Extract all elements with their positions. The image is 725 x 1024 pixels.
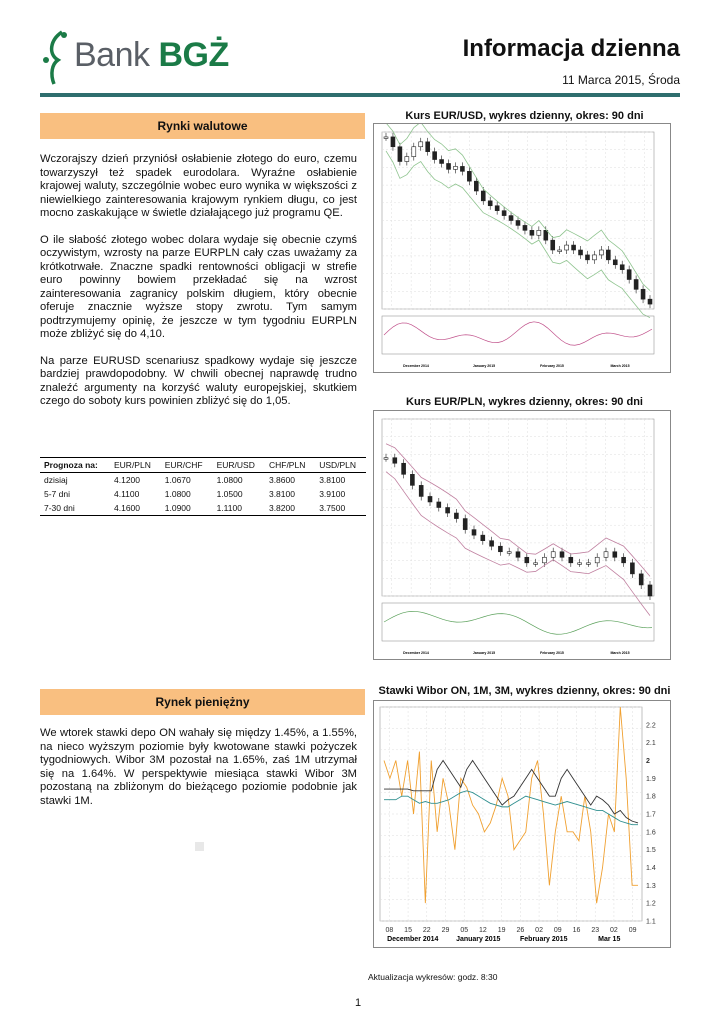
candle-body xyxy=(428,496,432,502)
x-month-label: December 2014 xyxy=(403,651,429,655)
candle-body xyxy=(433,152,437,160)
y-tick-label: 2.1 xyxy=(646,740,656,748)
candle-body xyxy=(391,137,395,147)
candle-body xyxy=(595,557,599,563)
candle-body xyxy=(534,563,538,565)
forecast-cell: 3.8100 xyxy=(319,475,346,485)
indicator-line xyxy=(384,611,652,634)
band-lower xyxy=(386,151,650,318)
y-tick-label: 1.8 xyxy=(646,793,656,801)
forecast-cell: 3.7500 xyxy=(315,501,366,516)
x-month-label: February 2015 xyxy=(540,364,564,368)
candle-body xyxy=(606,250,610,260)
candle-body xyxy=(560,552,564,558)
y-tick-label: 1.7 xyxy=(646,811,656,819)
x-tick-label: 22 xyxy=(422,927,431,934)
candle-body xyxy=(502,211,506,216)
candle-body xyxy=(592,255,596,260)
forecast-cell: 7-30 dni xyxy=(40,501,110,516)
forecast-cell: 4.1100 xyxy=(114,489,140,499)
forecast-header-row xyxy=(40,458,366,473)
band-lower xyxy=(386,472,650,616)
forecast-cell: 3.9100 xyxy=(319,489,346,499)
candle-body xyxy=(630,563,634,574)
candle-body xyxy=(405,157,409,162)
candle-body xyxy=(578,563,582,565)
y-tick-label: 1.5 xyxy=(646,847,656,855)
candle-body xyxy=(498,546,502,552)
logo-brand: BGŻ xyxy=(158,36,229,74)
candle-body xyxy=(639,574,643,585)
x-tick-label: 26 xyxy=(516,927,525,934)
candle-body xyxy=(558,250,562,252)
forecast-cell: 3.8200 xyxy=(265,501,315,516)
candle-body xyxy=(440,160,444,164)
x-tick-label: 29 xyxy=(441,927,450,934)
candle-body xyxy=(551,552,555,558)
candle-body xyxy=(402,463,406,474)
candle-body xyxy=(384,458,388,460)
x-tick-label: 08 xyxy=(385,927,394,934)
candle-body xyxy=(542,557,546,563)
page-number: 1 xyxy=(355,997,362,1009)
candle-body xyxy=(490,541,494,547)
forecast-header: EUR/PLN xyxy=(110,458,161,473)
candle-body xyxy=(648,585,652,596)
candle-body xyxy=(398,147,402,162)
candle-body xyxy=(507,552,511,554)
forecast-cell: 1.0800 xyxy=(164,489,191,499)
x-month-label: January 2015 xyxy=(456,936,501,943)
candle-body xyxy=(481,535,485,541)
forecast-cell: 1.1100 xyxy=(213,501,265,516)
candle-body xyxy=(454,513,458,519)
table-row xyxy=(40,473,366,488)
page-title: Informacja dzienna xyxy=(462,35,680,62)
candle-body xyxy=(569,557,573,563)
candle-body xyxy=(604,552,608,558)
forecast-cell: dzisiaj xyxy=(44,475,68,485)
candle-body xyxy=(585,255,589,260)
x-tick-label: 02 xyxy=(610,927,618,934)
candle-body xyxy=(472,530,476,536)
y-tick-label: 1.9 xyxy=(646,775,656,783)
candle-body xyxy=(579,250,583,255)
x-tick-label: 02 xyxy=(535,927,543,934)
candle-body xyxy=(446,508,450,514)
candle-body xyxy=(460,166,464,171)
forecast-header: CHF/PLN xyxy=(265,458,315,473)
candle-body xyxy=(586,563,590,565)
candle-body xyxy=(488,201,492,206)
chart-eurpln xyxy=(373,410,671,660)
x-tick-label: 05 xyxy=(460,927,469,934)
table-row xyxy=(40,487,366,501)
forecast-cell: 1.0670 xyxy=(164,475,191,485)
x-tick-label: 16 xyxy=(572,927,581,934)
candle-body xyxy=(384,137,388,139)
candle-body xyxy=(453,166,457,169)
x-month-label: March 2015 xyxy=(610,651,630,655)
plot-frame xyxy=(380,707,642,921)
candle-body xyxy=(419,142,423,147)
mm-text xyxy=(40,727,357,821)
candle-body xyxy=(426,142,430,152)
candle-body xyxy=(481,191,485,201)
x-tick-label: 15 xyxy=(404,927,412,934)
candle-body xyxy=(525,557,529,563)
candle-body xyxy=(648,299,652,304)
candle-body xyxy=(410,474,414,485)
x-month-label: January 2015 xyxy=(472,364,496,368)
candle-body xyxy=(393,458,397,464)
forecast-cell: 3.8100 xyxy=(268,489,295,499)
candle-body xyxy=(622,557,626,563)
forecast-header: Prognoza na: xyxy=(40,458,110,473)
x-month-label: January 2015 xyxy=(472,651,496,655)
candle-body xyxy=(419,485,423,496)
candle-body xyxy=(463,519,467,530)
candle-body xyxy=(530,230,534,235)
y-tick-label: 1.3 xyxy=(646,882,656,890)
candle-body xyxy=(599,250,603,255)
candle-body xyxy=(467,171,471,181)
candle-body xyxy=(627,270,631,280)
x-month-label: March 2015 xyxy=(610,364,630,368)
fx-paragraph-2: O ile słabość złotego wobec dolara wydaje się obecnie czymś oczywistym, wzrosty na parze EURPLN cały czas uważamy za krótkotrwałe. Znaczne spadki rentowności obligacji w strefie euro powinny bowiem przekładać się na wzrost zainteresowania zagranicy polskim długiem, który obecnie oferuje znacznie wyższe stopy zwrotu. Tym samym podtrzymujemy opinię, że jeszcze w tym tygodniu EURPLN może zbliżyć się do 4,10. xyxy=(40,233,357,340)
forecast-table xyxy=(40,457,366,516)
indicator-panel xyxy=(382,316,654,354)
mm-paragraph-1: We wtorek stawki depo ON wahały się między 1.45%, a 1.55%, na nieco wyższym poziomie były kwotowane stawki pożyczek tygodniowych. Wibor 3M pozostał na 1.65%, zaś 1M utrzymał się na 1.64%. W perspektywie miesiąca stawki Wibor 3M pozostaną na zbliżonym do bieżącego poziomie podobnie jak stawki 1M. xyxy=(40,727,357,807)
chart-eurusd-svg xyxy=(374,124,670,372)
candle-body xyxy=(634,280,638,290)
header-divider xyxy=(40,93,680,97)
fx-paragraph-1: Wczorajszy dzień przyniósł osłabienie złotego do euro, czemu towarzyszył też spadek eurodolara. Wyraźne osłabienie krajowej waluty, szczególnie wobec euro wynika w większości z niewielkiego zainteresowania krajowym rynkiem długu, co jest mocno zaskakujące w świetle działającego już programu QE. xyxy=(40,153,357,219)
chart-eurpln-svg xyxy=(374,411,670,659)
y-tick-label: 2.2 xyxy=(646,722,656,730)
x-month-label: February 2015 xyxy=(540,651,564,655)
indicator-panel xyxy=(382,603,654,641)
section-heading-money-market: Rynek pieniężny xyxy=(40,689,365,715)
forecast-cell: 1.0800 xyxy=(216,475,243,485)
x-month-label: December 2014 xyxy=(403,364,429,368)
forecast-cell: 1.0500 xyxy=(216,489,243,499)
x-tick-label: 19 xyxy=(497,927,506,934)
candle-body xyxy=(516,552,520,558)
candle-body xyxy=(495,206,499,211)
x-month-label: Mar 15 xyxy=(598,936,621,943)
candle-body xyxy=(509,216,513,221)
candle-body xyxy=(613,552,617,558)
forecast-cell: 5-7 dni xyxy=(44,489,70,499)
candle-body xyxy=(474,181,478,191)
y-tick-label: 2 xyxy=(646,758,650,765)
indicator-line xyxy=(384,322,652,345)
x-month-label: December 2014 xyxy=(387,936,439,943)
logo-mark-icon xyxy=(40,30,72,86)
forecast-cell: 4.1600 xyxy=(110,501,161,516)
x-tick-label: 23 xyxy=(591,927,600,934)
candle-body xyxy=(447,163,451,169)
forecast-cell: 3.8600 xyxy=(268,475,295,485)
candle-body xyxy=(523,225,527,230)
candle-body xyxy=(516,221,520,226)
logo xyxy=(74,36,229,75)
table-row xyxy=(40,501,366,516)
x-tick-label: 09 xyxy=(628,927,637,934)
section-heading-fx: Rynki walutowe xyxy=(40,113,365,139)
y-tick-label: 1.2 xyxy=(646,900,656,908)
fx-paragraph-3: Na parze EURUSD scenariusz spadkowy wydaje się jeszcze bardziej prawdopodobny. W chwili obecnej naprawdę trudno znaleźć argumenty na korzyść waluty europejskiej, skutkiem czego do soboty kurs powinien zbliżyć się do 1,05. xyxy=(40,354,357,407)
candle-body xyxy=(572,245,576,250)
forecast-header: USD/PLN xyxy=(315,458,366,473)
y-tick-label: 1.6 xyxy=(646,829,656,837)
forecast-header: EUR/CHF xyxy=(161,458,213,473)
x-month-label: February 2015 xyxy=(520,936,568,943)
x-tick-label: 12 xyxy=(479,927,487,934)
candle-body xyxy=(551,240,555,250)
update-note: Aktualizacja wykresów: godz. 8:30 xyxy=(368,972,498,982)
candle-body xyxy=(437,502,441,508)
decorative-square xyxy=(195,842,204,851)
y-tick-label: 1.1 xyxy=(646,918,656,926)
forecast-cell: 1.0900 xyxy=(161,501,213,516)
candle-body xyxy=(641,289,645,299)
candle-body xyxy=(544,230,548,240)
chart-wibor-svg xyxy=(374,701,670,947)
chart-wibor xyxy=(373,700,671,948)
x-tick-label: 09 xyxy=(553,927,562,934)
chart-title-wibor: Stawki Wibor ON, 1M, 3M, wykres dzienny, okres: 90 dni xyxy=(378,685,671,697)
forecast-header: EUR/USD xyxy=(213,458,265,473)
candle-body xyxy=(565,245,569,250)
candle-body xyxy=(412,147,416,157)
chart-title-eurusd: Kurs EUR/USD, wykres dzienny, okres: 90 dni xyxy=(405,110,644,122)
chart-eurusd xyxy=(373,123,671,373)
forecast-cell: 4.1200 xyxy=(114,475,140,485)
fx-text xyxy=(40,153,357,422)
y-tick-label: 1.4 xyxy=(646,865,656,872)
candle-body xyxy=(620,265,624,270)
report-date: 11 Marca 2015, Środa xyxy=(562,73,680,87)
candle-body xyxy=(613,260,617,265)
logo-word: Bank xyxy=(74,36,150,74)
candle-body xyxy=(537,230,541,235)
chart-title-eurpln: Kurs EUR/PLN, wykres dzienny, okres: 90 dni xyxy=(406,396,643,408)
